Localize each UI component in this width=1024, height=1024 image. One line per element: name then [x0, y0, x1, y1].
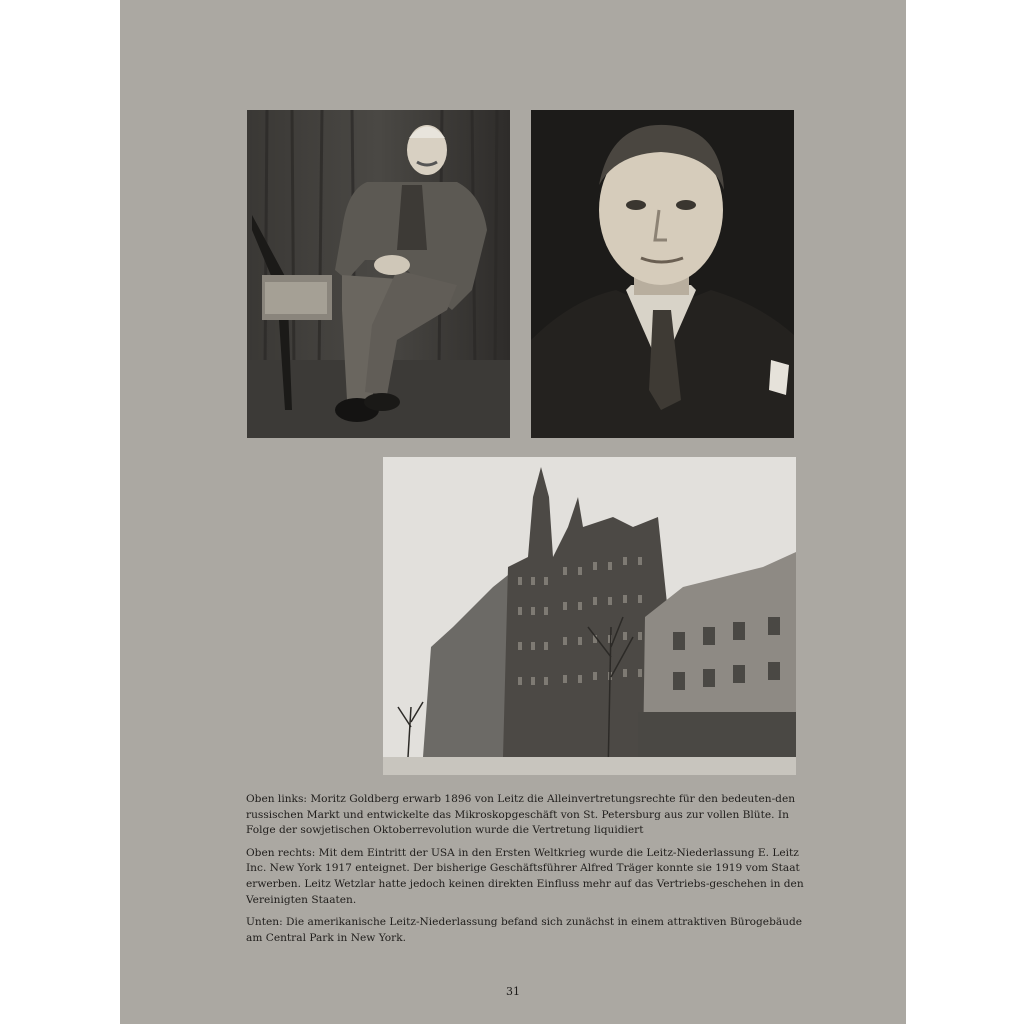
photo-office-building-central-park: [383, 457, 796, 775]
page-number: 31: [506, 985, 520, 998]
book-page: [120, 0, 906, 1024]
caption-block: [246, 792, 806, 953]
caption-top-right: Oben rechts: Mit dem Eintritt der USA in den Ersten Weltkrieg wurde die Leitz-Niederlassung E. Leitz Inc. New York 1917 enteignet. Der bisherige Geschäftsführer Alfred Träger konnte sie 1919 vom Staat erwerben. Leitz Wetzlar hatte jedoch keinen direkten Einfluss mehr auf das Vertriebs-geschehen in den Vereinigten Staaten.: [246, 846, 804, 906]
photo-portrait-man: [531, 110, 794, 438]
caption-bottom: Unten: Die amerikanische Leitz-Niederlassung befand sich zunächst in einem attraktiven Bürogebäude am Central Park in New York.: [246, 916, 803, 944]
caption-top-left: Oben links: Moritz Goldberg erwarb 1896 von Leitz die Alleinvertretungsrechte für den bedeuten-den russischen Markt und entwickelte das Mikroskopgeschäft von St. Petersburg aus zur vollen Blüte. In Folge der sowjetischen Oktoberrevolution wurde die Vertretung liquidiert: [246, 793, 796, 837]
photo-seated-man: [247, 110, 510, 438]
